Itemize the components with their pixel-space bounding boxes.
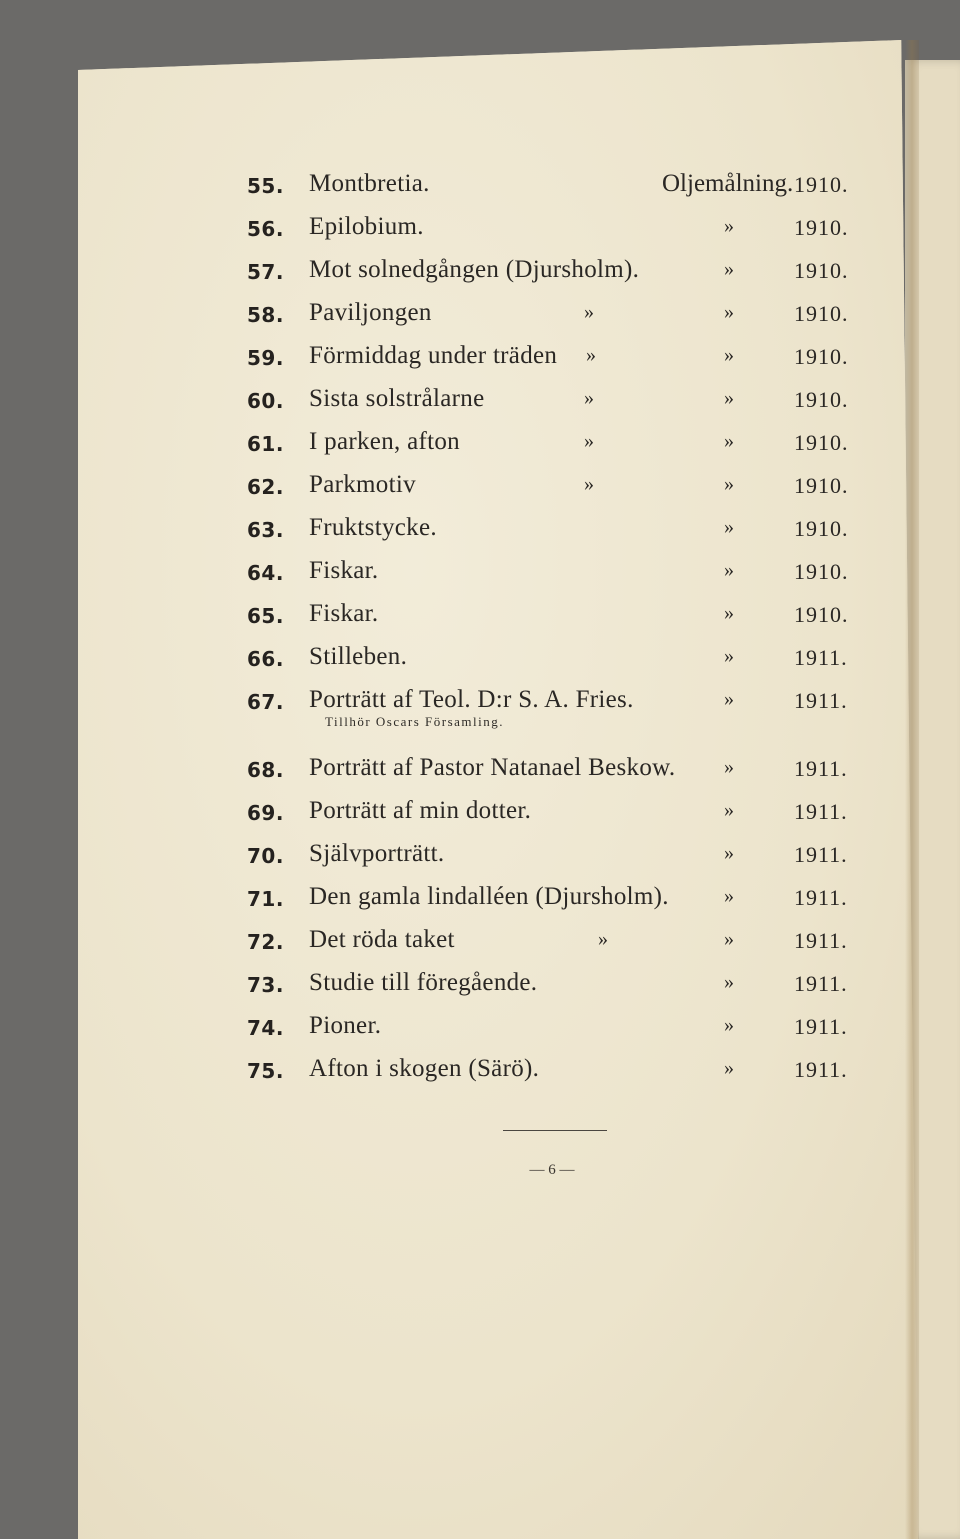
- ditto-mark-medium: »: [584, 473, 594, 495]
- ditto-mark: »: [724, 756, 734, 778]
- ditto-mark: »: [724, 842, 734, 864]
- ditto-mark: »: [724, 473, 734, 495]
- entry-year: 1911.: [794, 756, 848, 781]
- entry-note: Tillhör Oscars Församling.: [325, 714, 504, 729]
- entry-number: 65.: [247, 604, 284, 628]
- entry-title: Parkmotiv: [309, 471, 416, 498]
- catalog-entry: [0, 342, 960, 380]
- ditto-mark: »: [724, 602, 734, 624]
- entry-year: 1910.: [794, 559, 849, 584]
- entry-title: Montbretia.: [309, 170, 430, 197]
- entry-title: I parken, afton: [309, 428, 460, 455]
- entry-year: 1910.: [794, 172, 849, 197]
- entry-title: Självporträtt.: [309, 840, 445, 867]
- catalog-entry: [0, 213, 960, 251]
- entry-year: 1911.: [794, 688, 848, 713]
- entry-year: 1910.: [794, 258, 849, 283]
- entry-year: 1910.: [794, 344, 849, 369]
- entry-title: Porträtt af Pastor Natanael Beskow.: [309, 754, 676, 781]
- catalog-entry: [0, 170, 960, 208]
- entry-number: 66.: [247, 647, 284, 671]
- entry-number: 61.: [247, 432, 284, 456]
- ditto-mark-medium: »: [586, 344, 596, 366]
- entry-title: Afton i skogen (Särö).: [309, 1055, 540, 1082]
- entry-number: 74.: [247, 1016, 284, 1040]
- catalog-entry: [0, 883, 960, 921]
- catalog-entry: [0, 797, 960, 835]
- ditto-mark: »: [724, 928, 734, 950]
- ditto-mark: »: [724, 258, 734, 280]
- catalog-entry: [0, 256, 960, 294]
- ditto-mark: »: [724, 516, 734, 538]
- ditto-mark: »: [724, 559, 734, 581]
- entry-year: 1910.: [794, 516, 849, 541]
- entry-title: Fiskar.: [309, 600, 379, 627]
- entry-title: Pioner.: [309, 1012, 382, 1039]
- entry-title: Stilleben.: [309, 643, 408, 670]
- entry-number: 59.: [247, 346, 284, 370]
- ditto-mark: »: [724, 971, 734, 993]
- catalog-entry: [0, 385, 960, 423]
- entry-number: 73.: [247, 973, 284, 997]
- catalog-entry: [0, 299, 960, 337]
- ditto-mark-medium: »: [584, 430, 594, 452]
- entry-number: 56.: [247, 217, 284, 241]
- ditto-mark: »: [724, 301, 734, 323]
- entry-year: 1911.: [794, 928, 848, 953]
- section-divider: [503, 1130, 607, 1131]
- entry-title: Epilobium.: [309, 213, 424, 240]
- catalog-entry: [0, 840, 960, 878]
- ditto-mark: »: [724, 1014, 734, 1036]
- entry-number: 58.: [247, 303, 284, 327]
- entry-number: 75.: [247, 1059, 284, 1083]
- entry-title: Förmiddag under träden: [309, 342, 558, 369]
- ditto-mark: »: [724, 885, 734, 907]
- catalog-entry: [0, 754, 960, 792]
- ditto-mark: »: [724, 387, 734, 409]
- page-number: — 6 —: [529, 1162, 575, 1178]
- entry-number: 63.: [247, 518, 284, 542]
- catalog-entry: [0, 643, 960, 681]
- entry-number: 60.: [247, 389, 284, 413]
- ditto-mark-medium: »: [584, 387, 594, 409]
- ditto-mark-medium: »: [584, 301, 594, 323]
- entry-year: 1911.: [794, 885, 848, 910]
- entry-number: 57.: [247, 260, 284, 284]
- entry-number: 55.: [247, 174, 284, 198]
- entry-title: Paviljongen: [309, 299, 432, 326]
- ditto-mark: »: [724, 344, 734, 366]
- entry-title: Fruktstycke.: [309, 514, 437, 541]
- entry-title: Den gamla lindalléen (Djursholm).: [309, 883, 669, 910]
- catalog-entry: [0, 1055, 960, 1093]
- entry-number: 62.: [247, 475, 284, 499]
- entry-number: 67.: [247, 690, 284, 714]
- entry-number: 72.: [247, 930, 284, 954]
- entry-year: 1910.: [794, 387, 849, 412]
- ditto-mark: »: [724, 688, 734, 710]
- entry-year: 1910.: [794, 602, 849, 627]
- entry-title: Det röda taket: [309, 926, 455, 953]
- ditto-mark-medium: »: [598, 928, 608, 950]
- catalog-entry: [0, 557, 960, 595]
- catalog-entry: [0, 471, 960, 509]
- entry-title: Porträtt af Teol. D:r S. A. Fries.: [309, 686, 634, 713]
- entry-year: 1911.: [794, 842, 848, 867]
- entry-title: Studie till föregående.: [309, 969, 538, 996]
- entry-medium: Oljemålning.: [662, 170, 794, 197]
- catalog-entry: [0, 428, 960, 466]
- catalog-entry: [0, 600, 960, 638]
- entry-number: 68.: [247, 758, 284, 782]
- entry-title: Sista solstrålarne: [309, 385, 485, 412]
- entry-number: 71.: [247, 887, 284, 911]
- catalog-entry: [0, 1012, 960, 1050]
- entry-number: 69.: [247, 801, 284, 825]
- entry-title: Fiskar.: [309, 557, 379, 584]
- entry-year: 1910.: [794, 430, 849, 455]
- entry-year: 1911.: [794, 799, 848, 824]
- ditto-mark: »: [724, 799, 734, 821]
- entry-title: Mot solnedgången (Djursholm).: [309, 256, 640, 283]
- entry-year: 1911.: [794, 645, 848, 670]
- entry-year: 1910.: [794, 215, 849, 240]
- entry-number: 64.: [247, 561, 284, 585]
- entry-year: 1911.: [794, 1014, 848, 1039]
- entry-year: 1910.: [794, 301, 849, 326]
- ditto-mark: »: [724, 430, 734, 452]
- entry-year: 1910.: [794, 473, 849, 498]
- catalog-entry: [0, 514, 960, 552]
- entry-year: 1911.: [794, 1057, 848, 1082]
- entry-title: Porträtt af min dotter.: [309, 797, 532, 824]
- entry-year: 1911.: [794, 971, 848, 996]
- entry-number: 70.: [247, 844, 284, 868]
- catalog-entry: [0, 926, 960, 964]
- catalog-entry: [0, 969, 960, 1007]
- ditto-mark: »: [724, 645, 734, 667]
- ditto-mark: »: [724, 215, 734, 237]
- ditto-mark: »: [724, 1057, 734, 1079]
